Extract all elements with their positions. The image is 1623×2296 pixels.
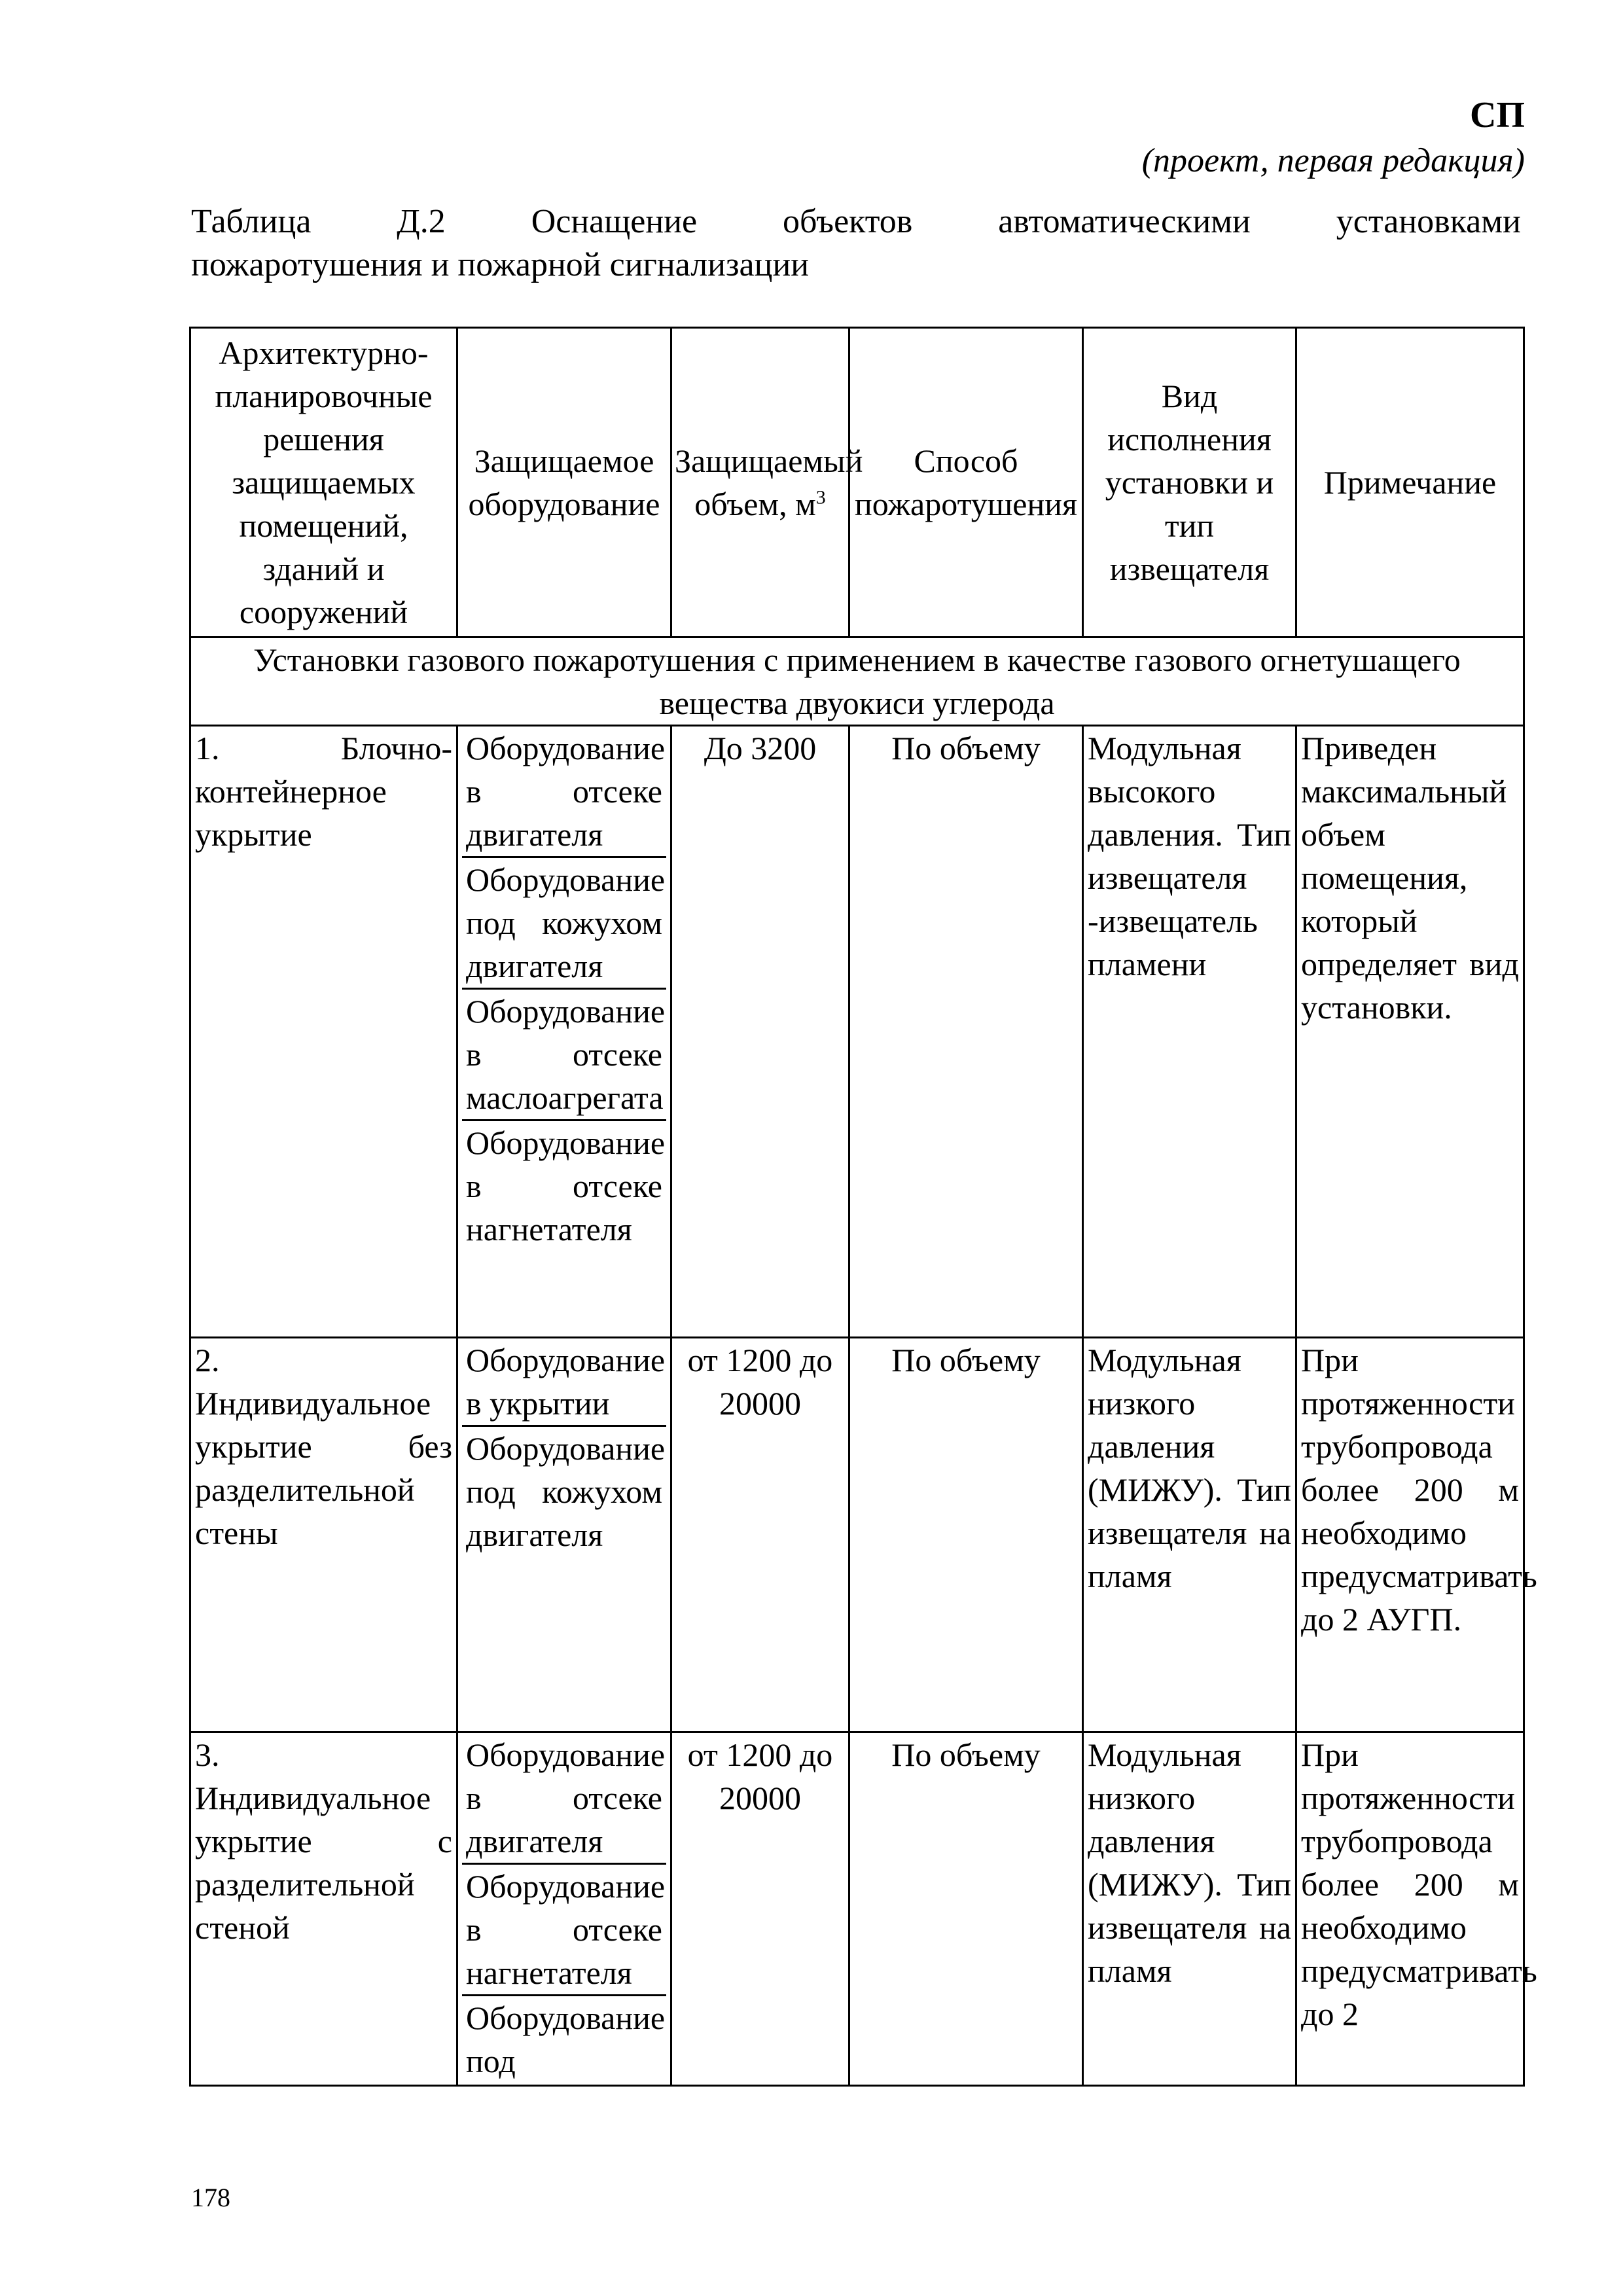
row-3-structure: 3. Индивидуальное укрытие с разделительной стеной: [190, 1732, 457, 2086]
row-1-equipment: [457, 726, 671, 1338]
header-volume-label: Защищаемый объем, м: [675, 442, 863, 522]
header-structure: Архитектурно-планировочные решения защищаемых помещений, зданий и сооружений: [190, 328, 457, 637]
row-1-type: Модульная высокого давления. Тип извещателя -извещатель пламени: [1083, 726, 1296, 1338]
row-2-equipment-item: Оборудование под кожухом двигателя: [466, 1430, 666, 1553]
row-3-note: При протяженности трубопровода более 200 м необходимо предусматривать до 2: [1296, 1732, 1524, 2086]
row-1-equipment-item: Оборудование в отсеке двигателя: [462, 726, 666, 858]
header-type: Вид исполнения установки и тип извещателя: [1083, 328, 1296, 637]
row-2-structure: 2. Индивидуальное укрытие без разделительной стены: [190, 1338, 457, 1732]
table-caption-line-1: Таблица Д.2 Оснащение объектов автоматическими установками: [191, 203, 1521, 240]
row-1-equipment-item: Оборудование в отсеке маслоагрегата: [462, 990, 666, 1121]
row-3-equipment: [457, 1732, 671, 2086]
row-2-volume: от 1200 до 20000: [671, 1338, 849, 1732]
row-1-equipment-item: Оборудование в отсеке нагнетателя: [466, 1124, 666, 1247]
header-method: Способ пожаротушения: [849, 328, 1083, 637]
document-code: СП: [1470, 95, 1525, 135]
row-3-type: Модульная низкого давления (МИЖУ). Тип извещателя на пламя: [1083, 1732, 1296, 2086]
row-1-structure: 1. Блочно-контейнерное укрытие: [190, 726, 457, 1338]
row-3-equipment-item: Оборудование под: [466, 2000, 666, 2079]
row-1-note: Приведен максимальный объем помещения, который определяет вид установки.: [1296, 726, 1524, 1338]
table-caption-line-2: пожаротушения и пожарной сигнализации: [191, 246, 810, 283]
table-row: [190, 1732, 1524, 2086]
row-3-equipment-item: Оборудование в отсеке двигателя: [462, 1733, 666, 1865]
table-header-row: [190, 328, 1524, 637]
row-2-note: При протяженности трубопровода более 200 м необходимо предусматривать до 2 АУГП.: [1296, 1338, 1524, 1732]
table-caption: [191, 200, 1521, 287]
row-2-equipment: [457, 1338, 671, 1732]
row-3-equipment-item: Оборудование в отсеке нагнетателя: [462, 1865, 666, 1996]
row-2-type: Модульная низкого давления (МИЖУ). Тип извещателя на пламя: [1083, 1338, 1296, 1732]
row-1-method: По объему: [849, 726, 1083, 1338]
section-row: [190, 637, 1524, 726]
header-volume-superscript: 3: [815, 486, 826, 509]
header-volume: [671, 328, 863, 637]
row-3-method: По объему: [849, 1732, 1083, 2086]
row-2-equipment-item: Оборудование в укрытии: [462, 1338, 666, 1427]
document-status: (проект, первая редакция): [1141, 142, 1525, 179]
table-row: [190, 1338, 1524, 1732]
page-number: 178: [191, 2183, 230, 2212]
header-equipment: Защищаемое оборудование: [457, 328, 671, 637]
row-1-volume: До 3200: [671, 726, 849, 1338]
section-title: Установки газового пожаротушения с применением в качестве газового огнетушащего вещества двуокиси углерода: [190, 637, 1524, 726]
row-3-volume: от 1200 до 20000: [671, 1732, 849, 2086]
table-row: [190, 726, 1524, 1338]
row-1-equipment-item: Оборудование под кожухом двигателя: [462, 858, 666, 990]
equipment-table: [189, 327, 1537, 2087]
row-2-method: По объему: [849, 1338, 1083, 1732]
header-note: Примечание: [1296, 328, 1524, 637]
